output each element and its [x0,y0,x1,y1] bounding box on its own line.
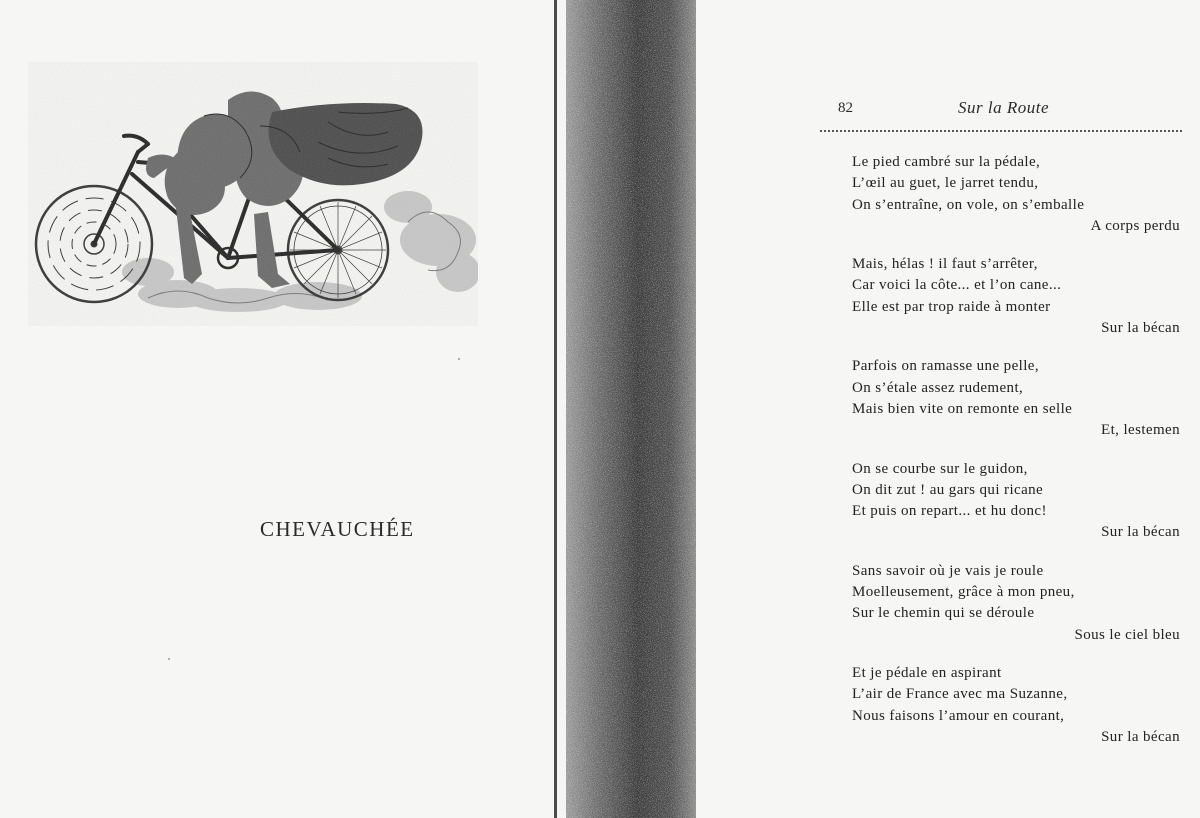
poem-line: Elle est par trop raide à monter [852,298,1051,315]
poem-line: Et puis on repart... et hu donc! [852,503,1047,520]
poem-refrain: Sous le ciel bleu [1074,626,1180,643]
poem-line: On s’étale assez rudement, [852,379,1024,396]
stanza [852,356,1192,441]
poem-refrain: Sur la bécan [1101,728,1180,745]
paper-speck [168,658,170,660]
poem-line: Sur le chemin qui se déroule [852,605,1035,622]
poem-line: Sans savoir où je vais je roule [852,562,1044,579]
poem-line: Parfois on ramasse une pelle, [852,358,1039,375]
poem-refrain: Sur la bécan [1101,524,1180,541]
left-page-edge [554,0,557,818]
poem-line: On dit zut ! au gars qui ricane [852,481,1044,498]
poem-line: Et je pédale en aspirant [852,664,1002,681]
left-page [0,0,556,818]
stanza [852,152,1192,237]
poem-line: On se courbe sur le guidon, [852,460,1028,477]
poem [852,152,1192,752]
paper-speck [458,358,460,360]
poem-line: Le pied cambré sur la pédale, [852,154,1041,170]
poem-refrain: A corps perdu [1090,217,1180,234]
page-header [838,96,1200,118]
poem-line: Mais bien vite on remonte en selle [852,400,1073,417]
poem-line: Mais, hélas ! il faut s’arrêter, [852,256,1038,273]
page-number: 82 [838,100,853,116]
stanza [852,561,1192,646]
poem-line: Moelleusement, grâce à mon pneu, [852,584,1075,601]
book-spine [566,0,696,818]
chapter-title: CHEVAUCHÉE [260,517,415,541]
poem-line: Nous faisons l’amour en courant, [852,707,1065,724]
poem-line: L’air de France avec ma Suzanne, [852,686,1068,703]
poem-line: On s’entraîne, on vole, on s’emballe [852,196,1085,213]
stanza [852,459,1192,544]
poem-refrain: Et, lestemen [1101,422,1180,439]
poem-refrain: Sur la bécan [1101,320,1180,337]
header-divider [820,130,1182,132]
stanza [852,663,1192,748]
running-title: Sur la Route [958,98,1049,117]
cyclists-on-bicycle-illustration-icon [28,62,478,326]
stanza [852,254,1192,339]
poem-line: L’œil au guet, le jarret tendu, [852,175,1039,192]
poem-line: Car voici la côte... et l’on cane... [852,277,1062,294]
